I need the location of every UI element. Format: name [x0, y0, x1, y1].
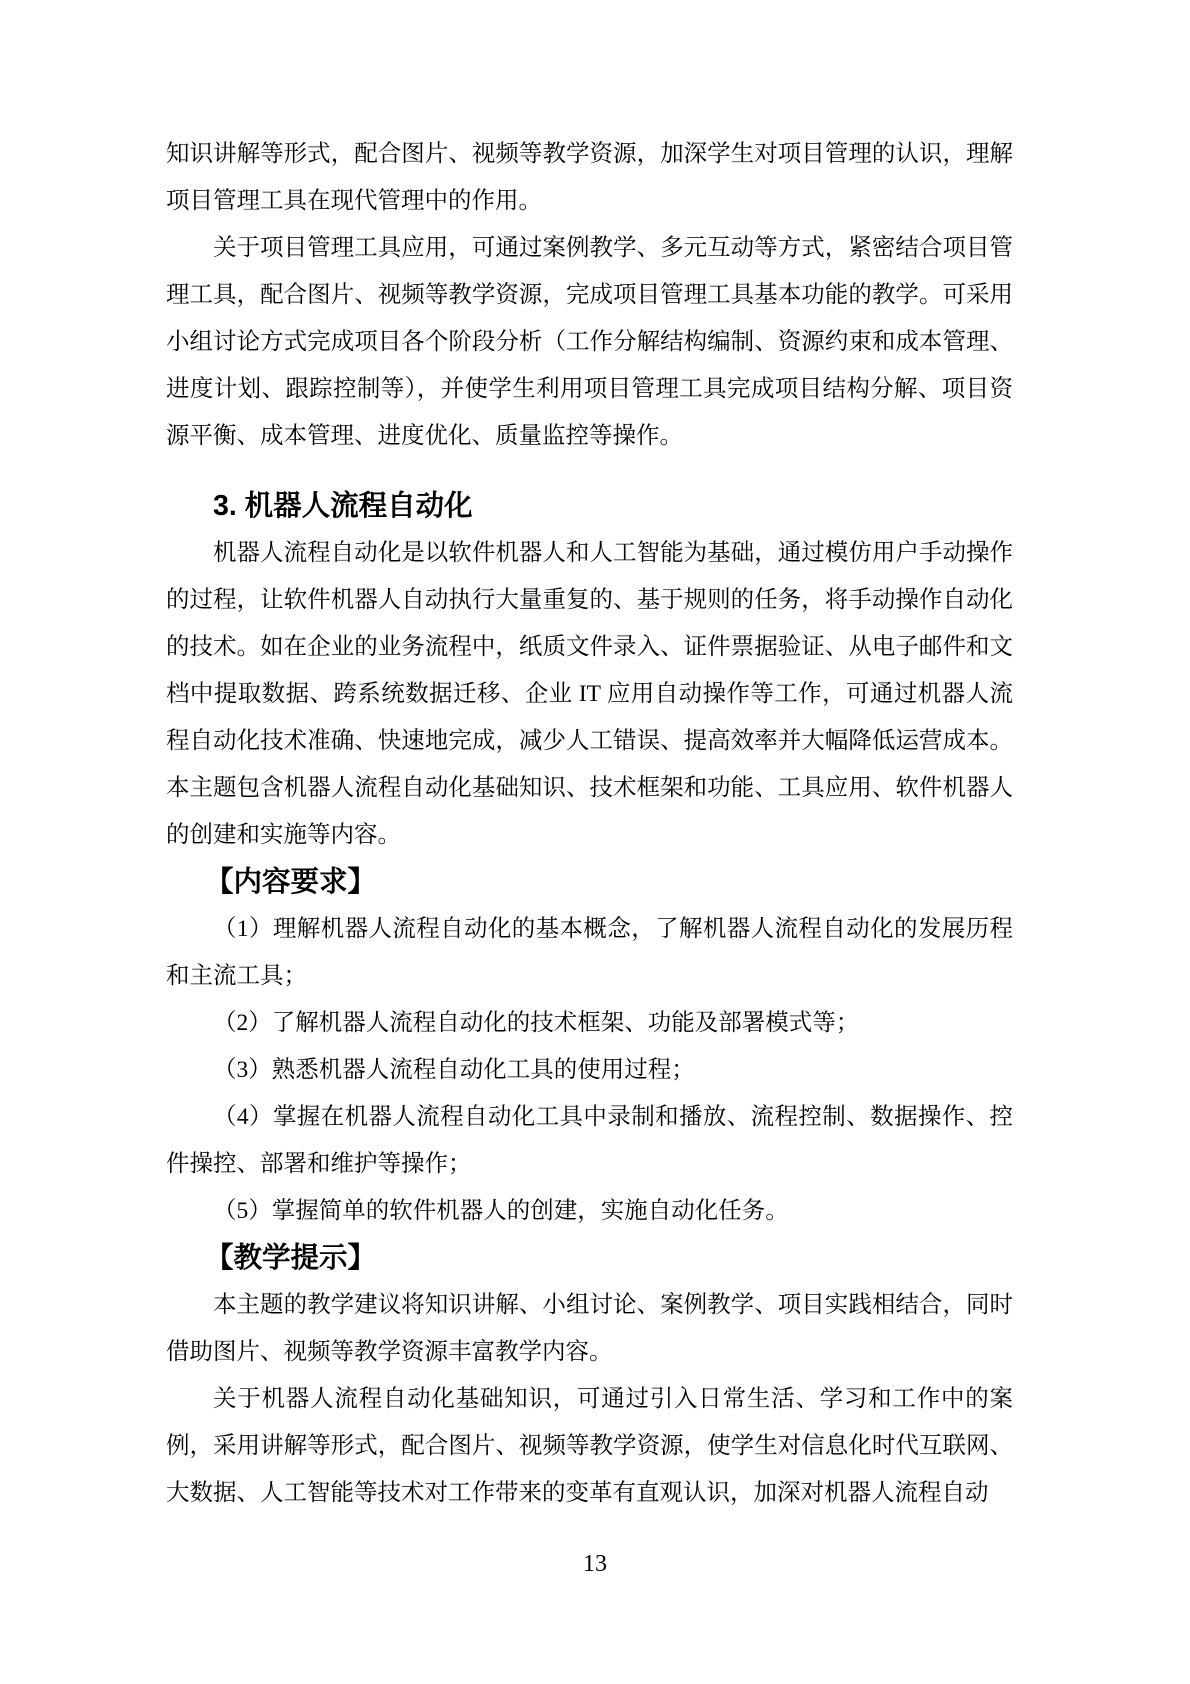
requirement-item-4: （4）掌握在机器人流程自动化工具中录制和播放、流程控制、数据操作、控件操控、部署和维护等操作；: [166, 1104, 1013, 1177]
requirement-item-5: （5）掌握简单的软件机器人的创建，实施自动化任务。: [213, 1198, 789, 1224]
paragraph-rpa-basics-teaching: 关于机器人流程自动化基础知识，可通过引入日常生活、学习和工作中的案例，采用讲解等形式，配合图片、视频等教学资源，使学生对信息化时代互联网、大数据、人工智能等技术对工作带来的变革有直观认识，加深对机器人流程自动: [166, 1386, 1013, 1506]
paragraph-continuation: 知识讲解等形式，配合图片、视频等教学资源，加深学生对项目管理的认识，理解项目管理工具在现代管理中的作用。: [166, 141, 1013, 214]
requirement-item-2: （2）了解机器人流程自动化的技术框架、功能及部署模式等；: [213, 1010, 860, 1036]
requirement-item-1: （1）理解机器人流程自动化的基本概念，了解机器人流程自动化的发展历程和主流工具；: [166, 916, 1013, 989]
page-number: 13: [583, 1551, 607, 1577]
paragraph-rpa-intro: 机器人流程自动化是以软件机器人和人工智能为基础，通过模仿用户手动操作的过程，让软件机器人自动执行大量重复的、基于规则的任务，将手动操作自动化的技术。如在企业的业务流程中，纸质文件录入、证件票据验证、从电子邮件和文档中提取数据、跨系统数据迁移、企业 IT 应用自动操作等工作，可通过机器人流程自动化技术准确、快速地完成，减少人工错误、提高效率并大幅降低运营成本。本主题包含机器人流程自动化基础知识、技术框架和功能、工具应用、软件机器人的创建和实施等内容。: [166, 540, 1013, 848]
heading-teaching-tips: 【教学提示】: [205, 1242, 377, 1274]
requirement-item-3: （3）熟悉机器人流程自动化工具的使用过程；: [213, 1057, 695, 1083]
paragraph-teaching-suggestion: 本主题的教学建议将知识讲解、小组讨论、案例教学、项目实践相结合，同时借助图片、视频等教学资源丰富教学内容。: [166, 1292, 1013, 1365]
heading-content-requirements: 【内容要求】: [205, 866, 377, 898]
paragraph-project-tools-teaching: 关于项目管理工具应用，可通过案例教学、多元互动等方式，紧密结合项目管理工具，配合图片、视频等教学资源，完成项目管理工具基本功能的教学。可采用小组讨论方式完成项目各个阶段分析（工作分解结构编制、资源约束和成本管理、进度计划、跟踪控制等），并使学生利用项目管理工具完成项目结构分解、项目资源平衡、成本管理、进度优化、质量监控等操作。: [166, 235, 1013, 449]
section-heading-rpa: 3. 机器人流程自动化: [213, 490, 473, 522]
